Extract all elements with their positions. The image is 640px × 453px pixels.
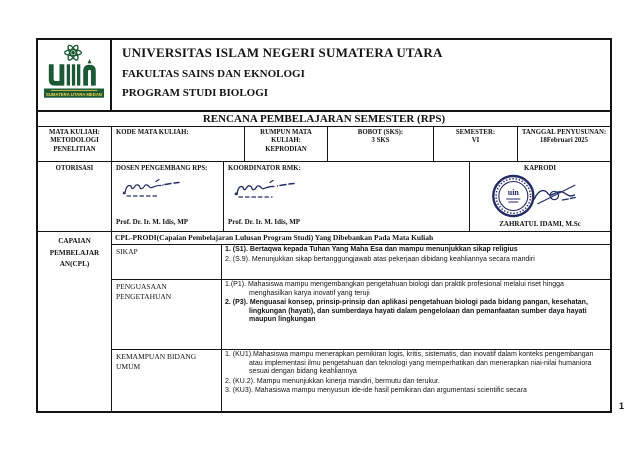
university-name: UNIVERSITAS ISLAM NEGERI SUMATERA UTARA bbox=[122, 45, 443, 60]
kemampuan-items bbox=[222, 350, 610, 411]
kaprodi-stamp-seal bbox=[490, 173, 582, 222]
dosen-pengembang-cell bbox=[112, 162, 224, 231]
penguasaan-items bbox=[222, 280, 610, 349]
kemampuan-label: KEMAMPUAN BIDANG UMUM bbox=[112, 350, 222, 411]
kaprodi-label: KAPRODI bbox=[523, 165, 557, 172]
bobot-label: BOBOT (SKS): bbox=[357, 129, 404, 136]
semester-cell bbox=[434, 127, 518, 161]
cpl-item: 2. (KU.2). Mampu menunjukkan kinerja mandiri, bermutu dan terukur. bbox=[225, 377, 440, 385]
koordinator-cell bbox=[224, 162, 470, 231]
svg-text:uin: uin bbox=[507, 188, 519, 197]
semester-label: SEMESTER: bbox=[455, 129, 496, 136]
cpl-row-sikap bbox=[112, 245, 610, 280]
rumpun-value: KEPRODIAN bbox=[265, 145, 307, 153]
logo-caption: SUMATERA UTARA MEDAN bbox=[46, 91, 102, 97]
otorisasi-row bbox=[38, 162, 610, 232]
kaprodi-name: ZAHRATUL IDAMI, M.Sc bbox=[499, 219, 581, 228]
koordinator-name: Prof. Dr. Ir. M. Idis, MP bbox=[228, 217, 301, 226]
logo-cell bbox=[38, 40, 112, 110]
course-info-row bbox=[38, 127, 610, 162]
program-name: PROGRAM STUDI BIOLOGI bbox=[122, 87, 269, 99]
cpl-item: 1. (S1). Bertaqwa kepada Tuhan Yang Maha Esa dan mampu menunjukkan sikap religius bbox=[225, 246, 518, 253]
koordinator-signature-scribble bbox=[232, 176, 302, 206]
otorisasi-label: OTORISASI bbox=[38, 162, 112, 231]
cpl-item: 3. (KU3). Mahasiswa mampu menyusun ide-ide hasil pemikiran dan argumentasi scientific secara bbox=[225, 387, 527, 395]
letterhead-text bbox=[112, 40, 610, 110]
dosen-name: Prof. Dr. Ir. M. Idis, MP bbox=[116, 217, 189, 226]
cpl-item: 2. (P3). Menguasai konsep, prinsip-prinsip dan aplikasi pengetahuan biologi pada bidang pangan, kesehatan, lingkungan (hayati), dan sumberdaya hayati dalam pengelolaan dan pemanfaatan sumber daya hayati maupun lingkungan bbox=[225, 299, 588, 324]
mata-kuliah-cell bbox=[38, 127, 112, 161]
kaprodi-cell bbox=[470, 162, 610, 231]
document-title: RENCANA PEMBELAJARAN SEMESTER (RPS) bbox=[38, 112, 610, 127]
tanggal-cell bbox=[518, 127, 610, 161]
rps-document bbox=[36, 38, 612, 413]
faculty-name: FAKULTAS SAINS DAN EKNOLOGI bbox=[122, 68, 305, 80]
tanggal-value: 18Februari 2025 bbox=[539, 137, 589, 145]
dosen-signature-scribble bbox=[120, 176, 186, 205]
kode-mata-kuliah-cell bbox=[112, 127, 245, 161]
penguasaan-label: PENGUASAAN PENGETAHUAN bbox=[112, 280, 222, 349]
cpl-item: 1.(P1). Mahasiswa mampu mengembangkan pengetahuan biologi dan praktik profesional melalui riset hingga menghasilkan karya inovatif yang teruji bbox=[225, 281, 564, 297]
uin-logo-icon bbox=[43, 43, 105, 108]
kode-label: KODE MATA KULIAH: bbox=[116, 129, 189, 136]
koordinator-label: KOORDINATOR RMK: bbox=[228, 165, 301, 172]
cpl-item: 2. (S.9). Menunjukkan sikap bertanggungjawab atas pekerjaan dibidang keahliannya secara mandiri bbox=[225, 255, 535, 263]
sikap-label: SIKAP bbox=[112, 245, 222, 279]
mata-kuliah-label: MATA KULIAH: bbox=[49, 129, 100, 136]
cpl-side-label: CAPAIAN PEMBELAJAR AN(CPL) bbox=[38, 232, 112, 411]
mata-kuliah-value: METODOLOGI PENELITIAN bbox=[50, 137, 99, 153]
bobot-cell bbox=[328, 127, 434, 161]
bobot-value: 3 SKS bbox=[371, 137, 390, 145]
cpl-section bbox=[38, 232, 610, 411]
sikap-items bbox=[222, 245, 610, 279]
rumpun-label: RUMPUN MATA KULIAH: bbox=[260, 129, 312, 145]
cpl-prodi-header: CPL-PRODI(Capaian Pembelajaran Lulusan Program Studi) Yang Dibebankan Pada Mata Kuliah bbox=[112, 232, 610, 245]
letterhead bbox=[38, 40, 610, 112]
rumpun-cell bbox=[245, 127, 328, 161]
cpl-row-penguasaan bbox=[112, 280, 610, 350]
dosen-label: DOSEN PENGEMBANG RPS: bbox=[116, 165, 208, 172]
cpl-item: 1. (KU1).Mahasiswa mampu menerapkan pemikiran logis, kritis, sistematis, dan inovatif dalam konteks pengembangan atau implementasi ilmu pengetahuan dan teknologi yang memperhatikan dan menerapkan niai-nilai humaniora sesuai dengan bidang keahliannya bbox=[225, 351, 594, 376]
tanggal-label: TANGGAL PENYUSUNAN: bbox=[521, 129, 607, 136]
page-number: 1 bbox=[618, 401, 624, 411]
cpl-row-kemampuan bbox=[112, 350, 610, 411]
semester-value: VI bbox=[471, 137, 480, 145]
